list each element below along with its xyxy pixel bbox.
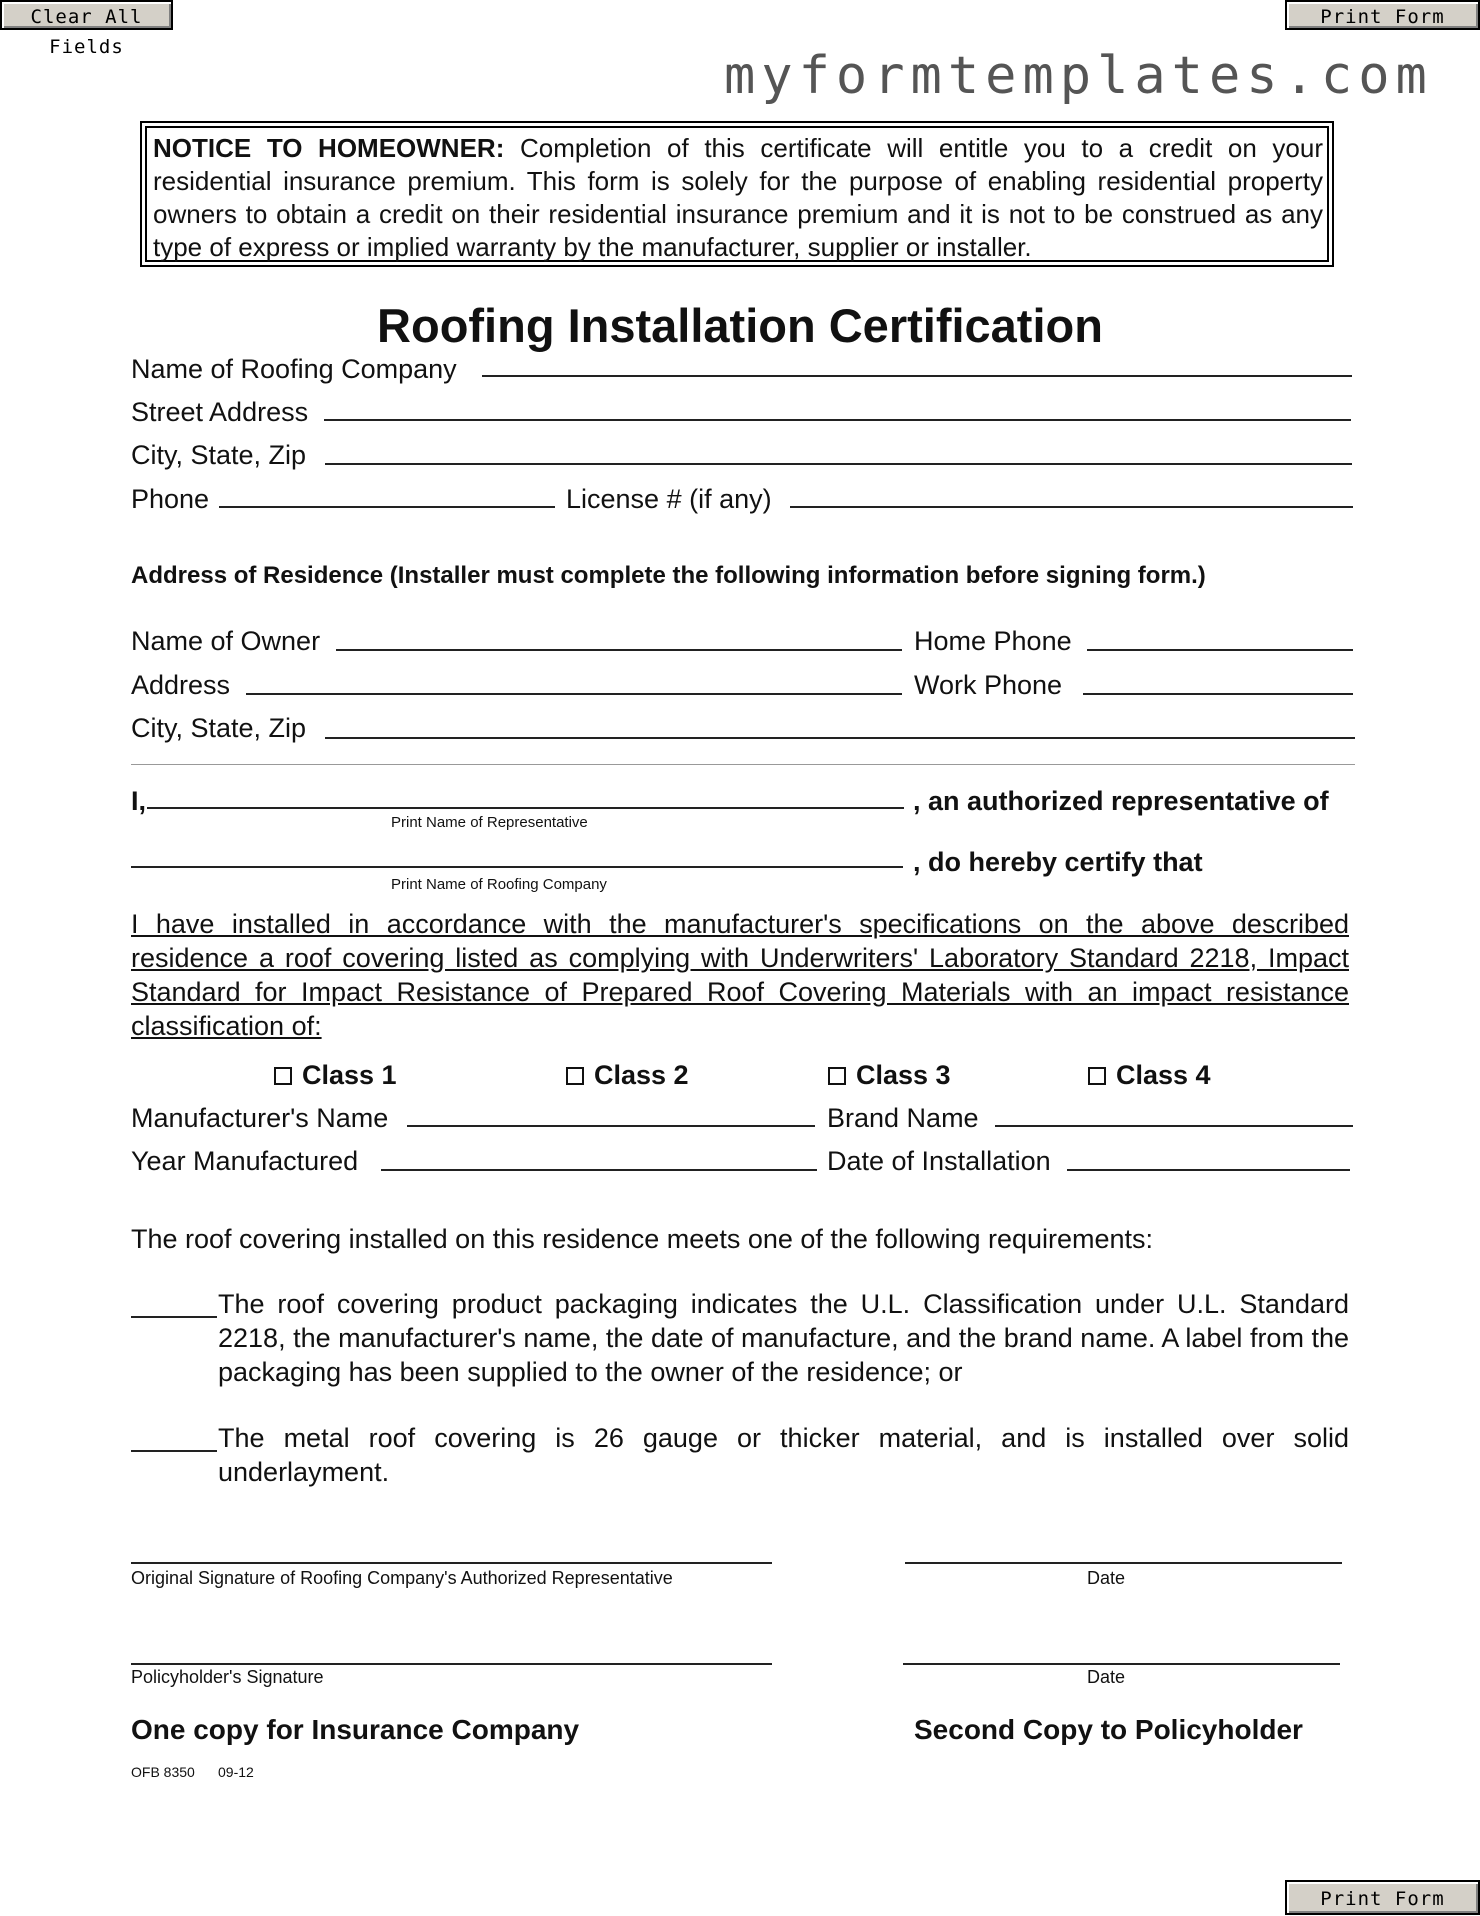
option-2-field[interactable] (131, 1450, 217, 1452)
form-date: 09-12 (218, 1764, 254, 1780)
phone-label: Phone (131, 484, 210, 514)
requirement-option-1: The roof covering product packaging indicates the U.L. Classification under U.L. Standard 2218, the manufacturer's name, the date of manufacture, and the brand name. A label from the packaging has been supplied to the owner of the residence; or (218, 1289, 1349, 1387)
representative-caption: Print Name of Representative (391, 814, 588, 831)
notice-heading: NOTICE TO HOMEOWNER: (153, 133, 505, 163)
representative-name-field[interactable] (147, 807, 904, 809)
year-label: Year Manufactured (131, 1146, 359, 1176)
street-address-field[interactable] (324, 419, 1351, 421)
manufacturer-field[interactable] (407, 1125, 815, 1127)
rep-signature-label: Original Signature of Roofing Company's Authorized Representative (131, 1568, 673, 1588)
policyholder-date-field[interactable] (903, 1663, 1340, 1665)
form-id: OFB 8350 (131, 1764, 195, 1780)
copy-policyholder-label: Second Copy to Policyholder (914, 1714, 1303, 1745)
class-1-checkbox[interactable]: Class 1 (274, 1060, 397, 1091)
rep-date-label: Date (1087, 1568, 1126, 1588)
address-field[interactable] (246, 693, 902, 695)
policyholder-signature-field[interactable] (131, 1663, 772, 1665)
class-2-box-icon (566, 1067, 584, 1085)
residence-heading: Address of Residence (Installer must complete the following information before signing form.) (131, 562, 1206, 589)
requirement-option-2: The metal roof covering is 26 gauge or thicker material, and is installed over solid underlayment. (218, 1423, 1349, 1487)
brand-field[interactable] (995, 1125, 1353, 1127)
requirements-intro: The roof covering installed on this residence meets one of the following requirements: (131, 1224, 1154, 1254)
policyholder-date-label: Date (1087, 1667, 1126, 1687)
rep-signature-field[interactable] (131, 1562, 772, 1564)
page-title: Roofing Installation Certification (377, 299, 1103, 352)
owner-name-field[interactable] (336, 649, 902, 651)
company-name-label: Name of Roofing Company (131, 354, 457, 384)
residence-city-field[interactable] (325, 737, 1355, 739)
license-label: License # (if any) (566, 484, 772, 514)
certification-statement: I have installed in accordance with the manufacturer's specifications on the above described residence a roof covering listed as complying with Underwriters' Laboratory Standard 2218, Impact Standard for Impact Resistance of Prepared Roof Covering Materials with an impact resistance classification of: (131, 909, 1349, 1041)
year-field[interactable] (381, 1169, 817, 1171)
work-phone-label: Work Phone (914, 670, 1063, 700)
i-label: I, (131, 786, 147, 816)
residence-city-label: City, State, Zip (131, 713, 307, 743)
class-3-checkbox[interactable]: Class 3 (828, 1060, 951, 1091)
print-form-button-top[interactable]: Print Form (1285, 0, 1480, 30)
phone-field[interactable] (219, 506, 555, 508)
brand-label: Brand Name (827, 1103, 979, 1133)
class-2-checkbox[interactable]: Class 2 (566, 1060, 689, 1091)
manufacturer-label: Manufacturer's Name (131, 1103, 389, 1133)
install-date-field[interactable] (1067, 1169, 1350, 1171)
clear-all-fields-button[interactable]: Clear All Fields (0, 0, 173, 30)
home-phone-label: Home Phone (914, 626, 1072, 656)
work-phone-field[interactable] (1083, 693, 1353, 695)
address-label: Address (131, 670, 231, 700)
class-1-box-icon (274, 1067, 292, 1085)
class-4-checkbox[interactable]: Class 4 (1088, 1060, 1211, 1091)
class-3-box-icon (828, 1067, 846, 1085)
owner-name-label: Name of Owner (131, 626, 321, 656)
copy-insurance-label: One copy for Insurance Company (131, 1714, 580, 1745)
notice-text: Completion of this certificate will entitle you to a credit on your residential insurance premium. This form is solely for the purpose of enabling residential property owners to obtain a credit on their residential insurance premium and it is not to be construed as any type of express or implied warranty by the manufacturer, supplier or installer. (153, 133, 1323, 262)
notice-box (140, 121, 1334, 267)
authorized-rep-text: , an authorized representative of (913, 786, 1329, 816)
print-form-button-bottom[interactable]: Print Form (1285, 1880, 1480, 1915)
street-address-label: Street Address (131, 397, 309, 427)
company-city-label: City, State, Zip (131, 440, 307, 470)
rep-date-field[interactable] (905, 1562, 1342, 1564)
license-field[interactable] (790, 506, 1353, 508)
certify-text: , do hereby certify that (913, 847, 1203, 877)
company-name-field[interactable] (482, 375, 1352, 377)
company-caption: Print Name of Roofing Company (391, 876, 607, 893)
company-city-field[interactable] (325, 463, 1352, 465)
roofing-company-name-field[interactable] (131, 866, 903, 868)
install-date-label: Date of Installation (827, 1146, 1051, 1176)
home-phone-field[interactable] (1087, 649, 1353, 651)
section-divider (131, 764, 1355, 765)
policyholder-signature-label: Policyholder's Signature (131, 1667, 324, 1687)
class-4-box-icon (1088, 1067, 1106, 1085)
watermark: myformtemplates.com (724, 46, 1433, 106)
option-1-field[interactable] (131, 1316, 217, 1318)
